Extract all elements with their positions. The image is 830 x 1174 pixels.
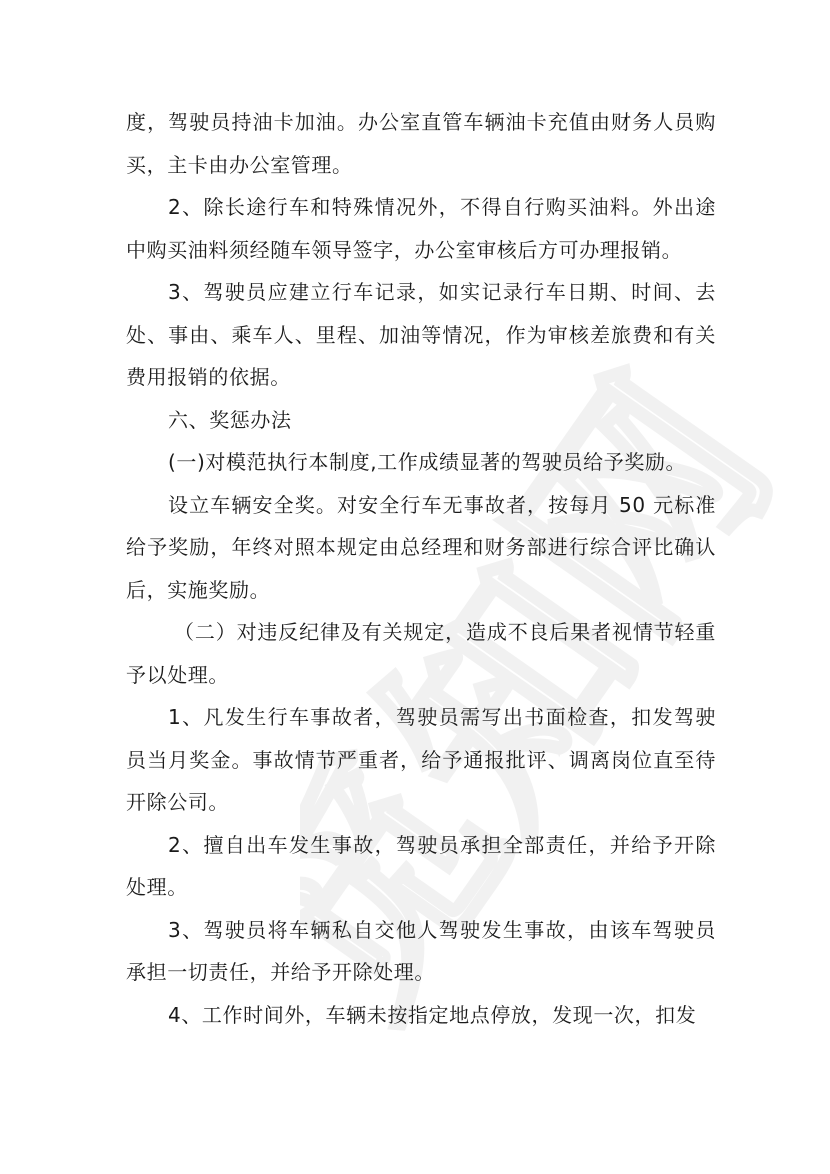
paragraph-reward-principle: (一)对模范执行本制度,工作成绩显著的驾驶员给予奖励。: [168, 450, 687, 474]
paragraph-penalty-principle: （二）对违反纪律及有关规定，造成不良后果者视情节轻重予以处理。: [126, 620, 716, 687]
paragraph-penalty-lending: 3、驾驶员将车辆私自交他人驾驶发生事故，由该车驾驶员承担一切责任，并给予开除处理。: [126, 917, 716, 984]
document-body: [126, 101, 716, 1036]
watermark-text: 觅知网: [300, 337, 820, 1056]
paragraph-safety-award: 设立车辆安全奖。对安全行车无事故者，按每月 50 元标准给予奖励，年终对照本规定由总经理和财务部进行综合评比确认后，实施奖励。: [126, 492, 716, 602]
paragraph-fuel-purchase: 2、除长途行车和特殊情况外，不得自行购买油料。外出途中购买油料须经随车领导签字，办公室审核后方可办理报销。: [126, 195, 716, 262]
paragraph-continuation: 度，驾驶员持油卡加油。办公室直管车辆油卡充值由财务人员购买，主卡由办公室管理。: [126, 110, 716, 177]
paragraph-penalty-parking: 4、工作时间外，车辆未按指定地点停放，发现一次，扣发: [168, 1002, 697, 1027]
paragraph-driving-record: 3、驾驶员应建立行车记录，如实记录行车日期、时间、去处、事由、乘车人、里程、加油等情况，作为审核差旅费和有关费用报销的依据。: [126, 280, 716, 389]
section-heading-rewards-penalties: 六、奖惩办法: [168, 407, 292, 432]
paragraph-penalty-unauthorized: 2、擅自出车发生事故，驾驶员承担全部责任，并给予开除处理。: [126, 832, 716, 899]
paragraph-penalty-accident: 1、凡发生行车事故者，驾驶员需写出书面检查，扣发驾驶员当月奖金。事故情节严重者，给予通报批评、调离岗位直至待开除公司。: [126, 705, 716, 814]
